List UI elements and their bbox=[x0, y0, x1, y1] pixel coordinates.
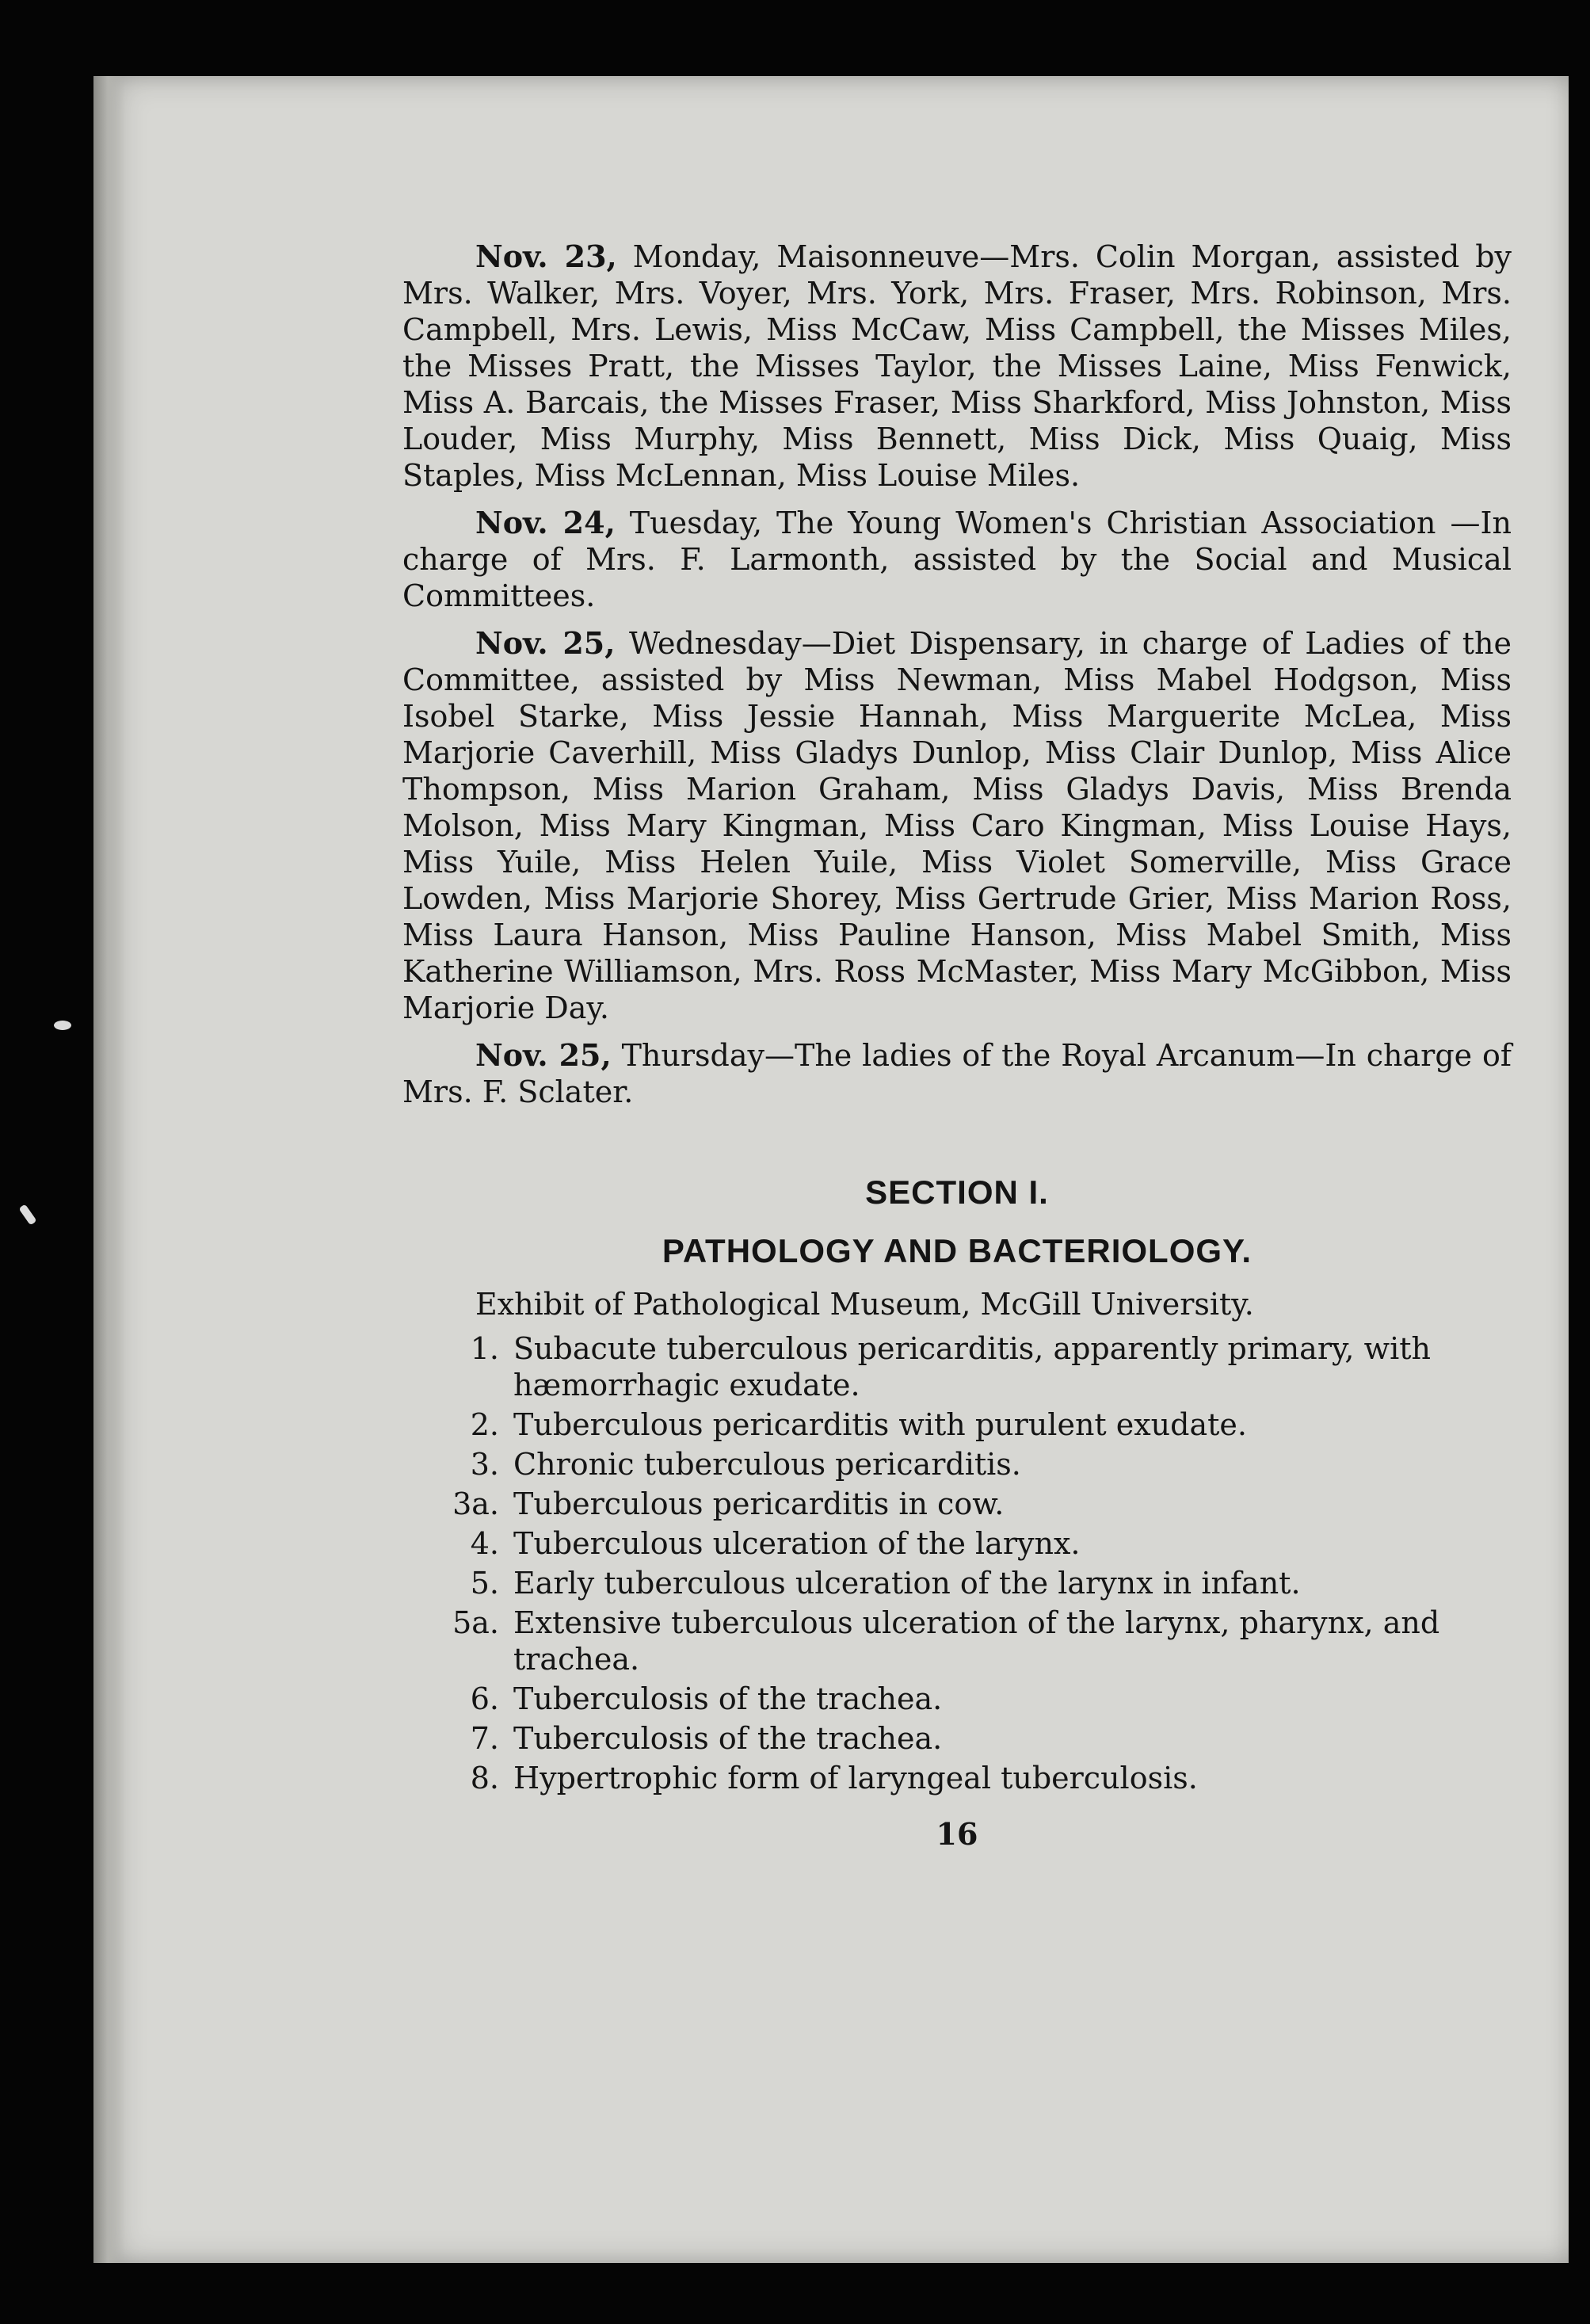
page-number: 16 bbox=[936, 1816, 978, 1852]
item-text: Subacute tuberculous pericarditis, apparently primary, with hæmorrhagic exudate. bbox=[513, 1331, 1431, 1402]
item-text: Tuberculous ulceration of the larynx. bbox=[513, 1526, 1081, 1561]
entry-paragraph bbox=[402, 625, 1512, 1026]
exhibit-item bbox=[402, 1681, 1512, 1717]
item-number: 1. bbox=[470, 1331, 499, 1366]
section-heading: SECTION I. bbox=[865, 1173, 1049, 1211]
item-number: 4. bbox=[470, 1526, 499, 1561]
item-text: Chronic tuberculous pericarditis. bbox=[513, 1447, 1021, 1482]
item-text: Tuberculous pericarditis with purulent exudate. bbox=[513, 1407, 1247, 1442]
document-page bbox=[93, 76, 1569, 2263]
exhibit-item bbox=[402, 1406, 1512, 1443]
exhibit-item bbox=[402, 1330, 1512, 1403]
exhibit-item bbox=[402, 1486, 1512, 1522]
entry-date: Nov. 23, bbox=[475, 239, 617, 274]
item-text: Hypertrophic form of laryngeal tuberculosis. bbox=[513, 1761, 1198, 1795]
exhibit-item bbox=[402, 1525, 1512, 1562]
entry-text: Monday, Maisonneuve—Mrs. Colin Morgan, assisted by Mrs. Walker, Mrs. Voyer, Mrs. York, Mrs. Fraser, Mrs. Robinson, Mrs. Campbell, Mrs. Lewis, Miss McCaw, Miss Campbell, the Misses Miles, the Misses Pratt, the Misses Taylor, the Misses Laine, Miss Fenwick, Miss A. Barcais, the Misses Fraser, Miss Sharkford, Miss Johnston, Miss Louder, Miss Murphy, Miss Bennett, Miss Dick, Miss Quaig, Miss Staples, Miss McLennan, Miss Louise Miles. bbox=[402, 239, 1512, 493]
document-content bbox=[402, 239, 1512, 1852]
entry-date: Nov. 24, bbox=[475, 505, 616, 540]
exhibit-list bbox=[402, 1330, 1512, 1796]
entry-text: Wednesday—Diet Dispensary, in charge of Ladies of the Committee, assisted by Miss Newman, Miss Mabel Hodgson, Miss Isobel Starke, Miss Jessie Hannah, Miss Marguerite McLea, Miss Marjorie Caverhill, Miss Gladys Dunlop, Miss Clair Dunlop, Miss Alice Thompson, Miss Marion Graham, Miss Gladys Davis, Miss Brenda Molson, Miss Mary Kingman, Miss Caro Kingman, Miss Louise Hays, Miss Yuile, Miss Helen Yuile, Miss Violet Somerville, Miss Grace Lowden, Miss Marjorie Shorey, Miss Gertrude Grier, Miss Marion Ross, Miss Laura Hanson, Miss Pauline Hanson, Miss Mabel Smith, Miss Katherine Williamson, Mrs. Ross McMaster, Miss Mary McGibbon, Miss Marjorie Day. bbox=[402, 626, 1512, 1025]
item-number: 2. bbox=[470, 1407, 499, 1442]
entry-date: Nov. 25, bbox=[475, 625, 616, 661]
entry-paragraph bbox=[402, 1037, 1512, 1110]
entry-text: Tuesday, The Young Women's Christian Association —In charge of Mrs. F. Larmonth, assisted by the Social and Musical Committees. bbox=[402, 506, 1512, 613]
item-number: 3. bbox=[470, 1447, 499, 1482]
item-text: Tuberculosis of the trachea. bbox=[513, 1721, 943, 1756]
exhibit-item bbox=[402, 1565, 1512, 1601]
item-number: 5. bbox=[470, 1566, 499, 1601]
item-number: 6. bbox=[470, 1681, 499, 1716]
exhibit-item bbox=[402, 1720, 1512, 1757]
item-number: 8. bbox=[470, 1761, 499, 1795]
exhibit-title: Exhibit of Pathological Museum, McGill University. bbox=[475, 1287, 1254, 1322]
entry-date: Nov. 25, bbox=[475, 1037, 612, 1073]
exhibit-item bbox=[402, 1446, 1512, 1483]
scan-speck bbox=[54, 1021, 71, 1030]
scan-speck bbox=[18, 1204, 36, 1225]
exhibit-item bbox=[402, 1760, 1512, 1796]
entry-paragraph bbox=[402, 505, 1512, 614]
section-subheading: PATHOLOGY AND BACTERIOLOGY. bbox=[662, 1232, 1253, 1269]
item-number: 7. bbox=[470, 1721, 499, 1756]
item-number: 3a. bbox=[452, 1486, 499, 1521]
entry-paragraph bbox=[402, 239, 1512, 494]
item-text: Tuberculosis of the trachea. bbox=[513, 1681, 943, 1716]
item-number: 5a. bbox=[452, 1605, 499, 1640]
entry-text: Thursday—The ladies of the Royal Arcanum—In charge of Mrs. F. Sclater. bbox=[402, 1038, 1512, 1109]
item-text: Early tuberculous ulceration of the larynx in infant. bbox=[513, 1566, 1301, 1601]
item-text: Tuberculous pericarditis in cow. bbox=[513, 1486, 1005, 1521]
item-text: Extensive tuberculous ulceration of the larynx, pharynx, and trachea. bbox=[513, 1605, 1440, 1677]
exhibit-item bbox=[402, 1605, 1512, 1677]
